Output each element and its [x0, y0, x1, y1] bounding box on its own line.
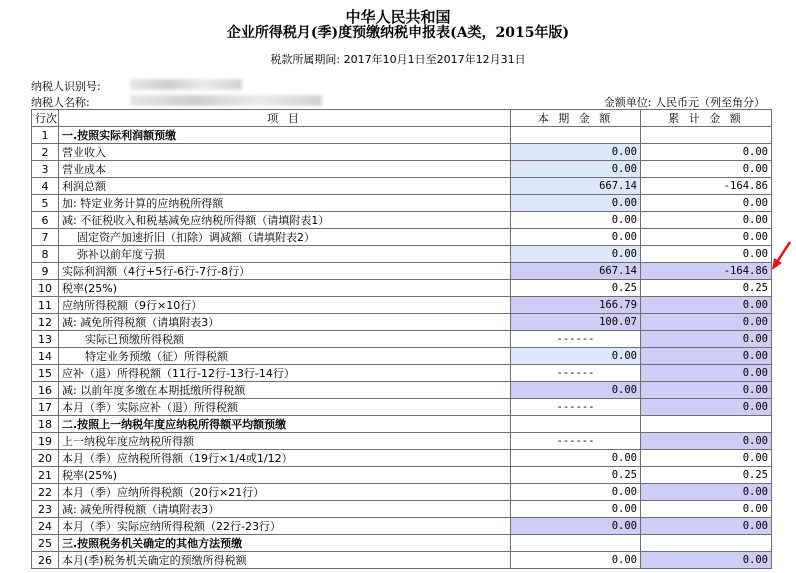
table-row [32, 450, 772, 467]
row-item-label: 上一纳税年度应纳税所得额 [59, 433, 511, 450]
table-row [32, 297, 772, 314]
red-arrow-icon [770, 240, 794, 274]
row-number: 8 [32, 246, 59, 263]
row-number: 4 [32, 178, 59, 195]
table-row [32, 314, 772, 331]
row-item-label: 本月（季）实际应补（退）所得税额 [59, 399, 511, 416]
cumulative-amount-cell: 0.00 [641, 212, 772, 229]
row-item-label: 减: 减免所得税额（请填附表3） [59, 501, 511, 518]
row-item-label: 本月(季)税务机关确定的预缴所得税额 [59, 552, 511, 569]
current-amount-cell[interactable]: 0.00 [511, 144, 641, 161]
row-number: 21 [32, 467, 59, 484]
current-amount-cell: ------ [511, 365, 641, 382]
row-number: 26 [32, 552, 59, 569]
cumulative-amount-cell [641, 416, 772, 433]
taxpayer-name-redacted [130, 95, 322, 106]
current-amount-cell: 0.00 [511, 484, 641, 501]
cumulative-amount-cell: 0.00 [641, 518, 772, 535]
cumulative-amount-cell: 0.00 [641, 399, 772, 416]
current-amount-cell: 0.25 [511, 467, 641, 484]
table-row [32, 263, 772, 280]
cumulative-amount-cell: 0.00 [641, 161, 772, 178]
tax-period: 税款所属期间: 2017年10月1日至2017年12月31日 [270, 53, 526, 66]
current-amount-cell: 667.14 [511, 263, 641, 280]
cumulative-amount-cell: 0.00 [641, 229, 772, 246]
cumulative-amount-cell: 0.25 [641, 467, 772, 484]
current-amount-cell[interactable]: 0.00 [511, 195, 641, 212]
row-number: 15 [32, 365, 59, 382]
table-row [32, 178, 772, 195]
cumulative-amount-cell [641, 127, 772, 144]
row-number: 11 [32, 297, 59, 314]
row-number: 24 [32, 518, 59, 535]
current-amount-cell: 0.00 [511, 382, 641, 399]
current-amount-cell: 166.79 [511, 297, 641, 314]
current-amount-cell[interactable]: 0.00 [511, 246, 641, 263]
row-number: 9 [32, 263, 59, 280]
row-number: 10 [32, 280, 59, 297]
row-item-label: 应纳所得税额（9行×10行） [59, 297, 511, 314]
row-number: 18 [32, 416, 59, 433]
table-row [32, 212, 772, 229]
row-number: 13 [32, 331, 59, 348]
cumulative-amount-cell: 0.00 [641, 382, 772, 399]
col-header-row-no: 行次 [32, 110, 59, 127]
table-row [32, 365, 772, 382]
row-item-label: 本月（季）应纳税所得额（19行×1/4或1/12） [59, 450, 511, 467]
row-number: 17 [32, 399, 59, 416]
row-number: 25 [32, 535, 59, 552]
table-row [32, 280, 772, 297]
taxpayer-name-label: 纳税人名称: [31, 96, 90, 109]
table-row [32, 348, 772, 365]
cumulative-amount-cell: 0.00 [641, 246, 772, 263]
row-number: 2 [32, 144, 59, 161]
current-amount-cell [511, 127, 641, 144]
row-item-label: 减: 不征税收入和税基减免应纳税所得额（请填附表1） [59, 212, 511, 229]
cumulative-amount-cell: 0.00 [641, 501, 772, 518]
cumulative-amount-cell: -164.86 [641, 263, 772, 280]
cumulative-amount-cell: 0.00 [641, 433, 772, 450]
col-header-item: 项 目 [59, 110, 511, 127]
current-amount-cell [511, 416, 641, 433]
current-amount-cell: ------ [511, 399, 641, 416]
row-item-label: 营业收入 [59, 144, 511, 161]
row-number: 3 [32, 161, 59, 178]
cumulative-amount-cell: 0.00 [641, 144, 772, 161]
row-number: 7 [32, 229, 59, 246]
row-item-label: 营业成本 [59, 161, 511, 178]
row-item-label: 税率(25%) [59, 467, 511, 484]
current-amount-cell: ------ [511, 433, 641, 450]
row-number: 20 [32, 450, 59, 467]
table-row [32, 501, 772, 518]
row-number: 14 [32, 348, 59, 365]
section-heading: 一.按照实际利润额预缴 [59, 127, 511, 144]
current-amount-cell: 100.07 [511, 314, 641, 331]
row-item-label: 本月（季）应纳所得税额（20行×21行） [59, 484, 511, 501]
cumulative-amount-cell [641, 535, 772, 552]
table-row [32, 195, 772, 212]
cumulative-amount-cell: 0.00 [641, 195, 772, 212]
cumulative-amount-cell: 0.00 [641, 348, 772, 365]
current-amount-cell: 0.00 [511, 212, 641, 229]
row-item-label: 税率(25%) [59, 280, 511, 297]
row-item-label: 加: 特定业务计算的应纳税所得额 [59, 195, 511, 212]
current-amount-cell[interactable]: 0.00 [511, 348, 641, 365]
row-item-label: 弥补以前年度亏损 [59, 246, 511, 263]
cumulative-amount-cell: 0.00 [641, 297, 772, 314]
table-row [32, 229, 772, 246]
table-row [32, 552, 772, 569]
row-item-label: 应补（退）所得税额（11行-12行-13行-14行） [59, 365, 511, 382]
row-item-label: 实际已预缴所得税额 [59, 331, 511, 348]
row-number: 16 [32, 382, 59, 399]
taxpayer-id-redacted [130, 79, 242, 90]
table-row [32, 416, 772, 433]
current-amount-cell: 0.00 [511, 501, 641, 518]
row-number: 1 [32, 127, 59, 144]
cumulative-amount-cell: 0.00 [641, 552, 772, 569]
table-header-row [32, 110, 772, 127]
col-header-cumulative: 累 计 金 额 [641, 110, 772, 127]
current-amount-cell: 0.00 [511, 552, 641, 569]
row-item-label: 利润总额 [59, 178, 511, 195]
cumulative-amount-cell: 0.00 [641, 484, 772, 501]
cumulative-amount-cell: 0.00 [641, 331, 772, 348]
cumulative-amount-cell: 0.00 [641, 365, 772, 382]
current-amount-cell: 0.00 [511, 229, 641, 246]
current-amount-cell[interactable]: 0.00 [511, 161, 641, 178]
current-amount-cell[interactable]: 667.14 [511, 178, 641, 195]
tax-return-table [31, 109, 772, 569]
row-number: 23 [32, 501, 59, 518]
row-number: 19 [32, 433, 59, 450]
form-title: 企业所得税月(季)度预缴纳税申报表(A类，2015年版) [226, 25, 570, 41]
cumulative-amount-cell: 0.00 [641, 450, 772, 467]
row-item-label: 减: 减免所得税额（请填附表3） [59, 314, 511, 331]
taxpayer-id-label: 纳税人识别号: [31, 80, 101, 93]
current-amount-cell: 0.00 [511, 450, 641, 467]
row-item-label: 特定业务预缴（征）所得税额 [59, 348, 511, 365]
current-amount-cell: 0.00 [511, 518, 641, 535]
row-item-label: 实际利润额（4行+5行-6行-7行-8行） [59, 263, 511, 280]
table-row [32, 433, 772, 450]
currency-unit: 金额单位: 人民币元（列至角分） [603, 96, 765, 109]
table-row [32, 382, 772, 399]
table-row [32, 161, 772, 178]
table-row [32, 399, 772, 416]
cumulative-amount-cell: 0.25 [641, 280, 772, 297]
current-amount-cell: ------ [511, 331, 641, 348]
table-row [32, 331, 772, 348]
row-item-label: 固定资产加速折旧（扣除）调减额（请填附表2） [59, 229, 511, 246]
current-amount-cell [511, 535, 641, 552]
form-title-country: 中华人民共和国 [345, 8, 451, 26]
table-row [32, 127, 772, 144]
current-amount-cell: 0.25 [511, 280, 641, 297]
section-heading: 二.按照上一纳税年度应纳税所得额平均额预缴 [59, 416, 511, 433]
section-heading: 三.按照税务机关确定的其他方法预缴 [59, 535, 511, 552]
row-item-label: 减: 以前年度多缴在本期抵缴所得税额 [59, 382, 511, 399]
table-row [32, 246, 772, 263]
cumulative-amount-cell: -164.86 [641, 178, 772, 195]
row-number: 22 [32, 484, 59, 501]
table-row [32, 144, 772, 161]
row-number: 5 [32, 195, 59, 212]
row-number: 6 [32, 212, 59, 229]
table-row [32, 518, 772, 535]
table-row [32, 484, 772, 501]
row-number: 12 [32, 314, 59, 331]
table-row [32, 467, 772, 484]
row-item-label: 本月（季）实际应纳所得税额（22行-23行） [59, 518, 511, 535]
cumulative-amount-cell: 0.00 [641, 314, 772, 331]
table-row [32, 535, 772, 552]
col-header-current: 本 期 金 额 [511, 110, 641, 127]
